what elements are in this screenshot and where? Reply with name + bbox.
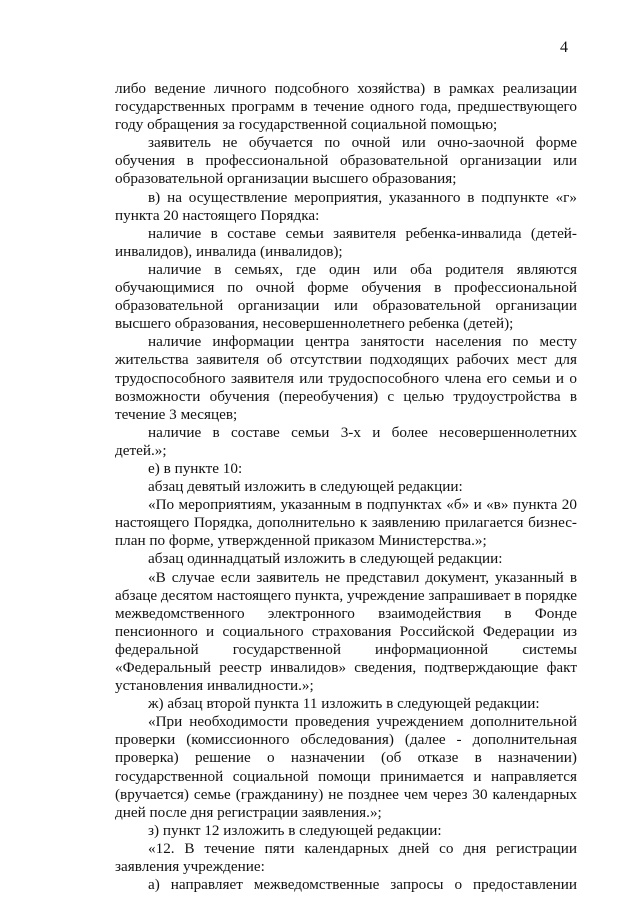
paragraph: е) в пункте 10:	[148, 459, 243, 477]
paragraph: наличие в семьях, где один или оба родителя являются обучающимися по очной форме обучения в профессиональной образовательной организации или образовательной организации высшего образования, несовершеннолетнего ребенка (детей);	[115, 260, 577, 333]
paragraph: заявитель не обучается по очной или очно-заочной форме обучения в профессиональной образовательной организации или образовательной организации высшего образования;	[115, 134, 577, 188]
document-body	[115, 80, 577, 894]
paragraph: «12. В течение пяти календарных дней со дня регистрации заявления учреждение:	[115, 839, 577, 876]
paragraph: наличие информации центра занятости населения по месту жительства заявителя об отсутствии подходящих рабочих мест для трудоспособного заявителя или трудоспособного члена его семьи и о возможности обучения (переобучения) с целью трудоустройства в течение 3 месяцев;	[115, 333, 577, 423]
paragraph: наличие в составе семьи 3-х и более несовершеннолетних детей.»;	[115, 423, 577, 459]
paragraph: «В случае если заявитель не представил документ, указанный в абзаце десятом настоящего пункта, учреждение запрашивает в порядке межведомственного электронного взаимодействия в Фонде пенсионного и социального страхования Российской Федерации из федеральной государственной информационной системы «Федеральный реестр инвалидов» сведения, подтверждающие факт установления инвалидности.»;	[115, 568, 577, 695]
paragraph: наличие в составе семьи заявителя ребенка-инвалида (детей-инвалидов), инвалида (инвалидов);	[115, 224, 577, 260]
paragraph: либо ведение личного подсобного хозяйства) в рамках реализации государственных программ в течение одного года, предшествующего году обращения за государственной социальной помощью;	[115, 80, 577, 134]
paragraph: в) на осуществление мероприятия, указанного в подпункте «г» пункта 20 настоящего Порядка:	[115, 188, 577, 224]
paragraph: а) направляет межведомственные запросы о предоставлении	[148, 876, 577, 894]
paragraph: «При необходимости проведения учреждением дополнительной проверки (комиссионного обследования) (далее - дополнительная проверка) решение о назначении (об отказе в назначении) государственной социальной помощи принимается и направляется (вручается) семье (гражданину) не позднее чем через 30 календарных дней после дня регистрации заявления.»;	[115, 713, 577, 821]
paragraph: абзац одиннадцатый изложить в следующей редакции:	[148, 550, 503, 568]
paragraph: «По мероприятиям, указанным в подпунктах «б» и «в» пункта 20 настоящего Порядка, дополнительно к заявлению прилагается бизнес-план по форме, утвержденной приказом Министерства.»;	[115, 496, 577, 550]
paragraph: з) пункт 12 изложить в следующей редакции:	[148, 821, 442, 839]
paragraph: абзац девятый изложить в следующей редакции:	[148, 478, 463, 496]
paragraph: ж) абзац второй пункта 11 изложить в следующей редакции:	[148, 695, 540, 713]
page-number: 4	[560, 39, 568, 56]
